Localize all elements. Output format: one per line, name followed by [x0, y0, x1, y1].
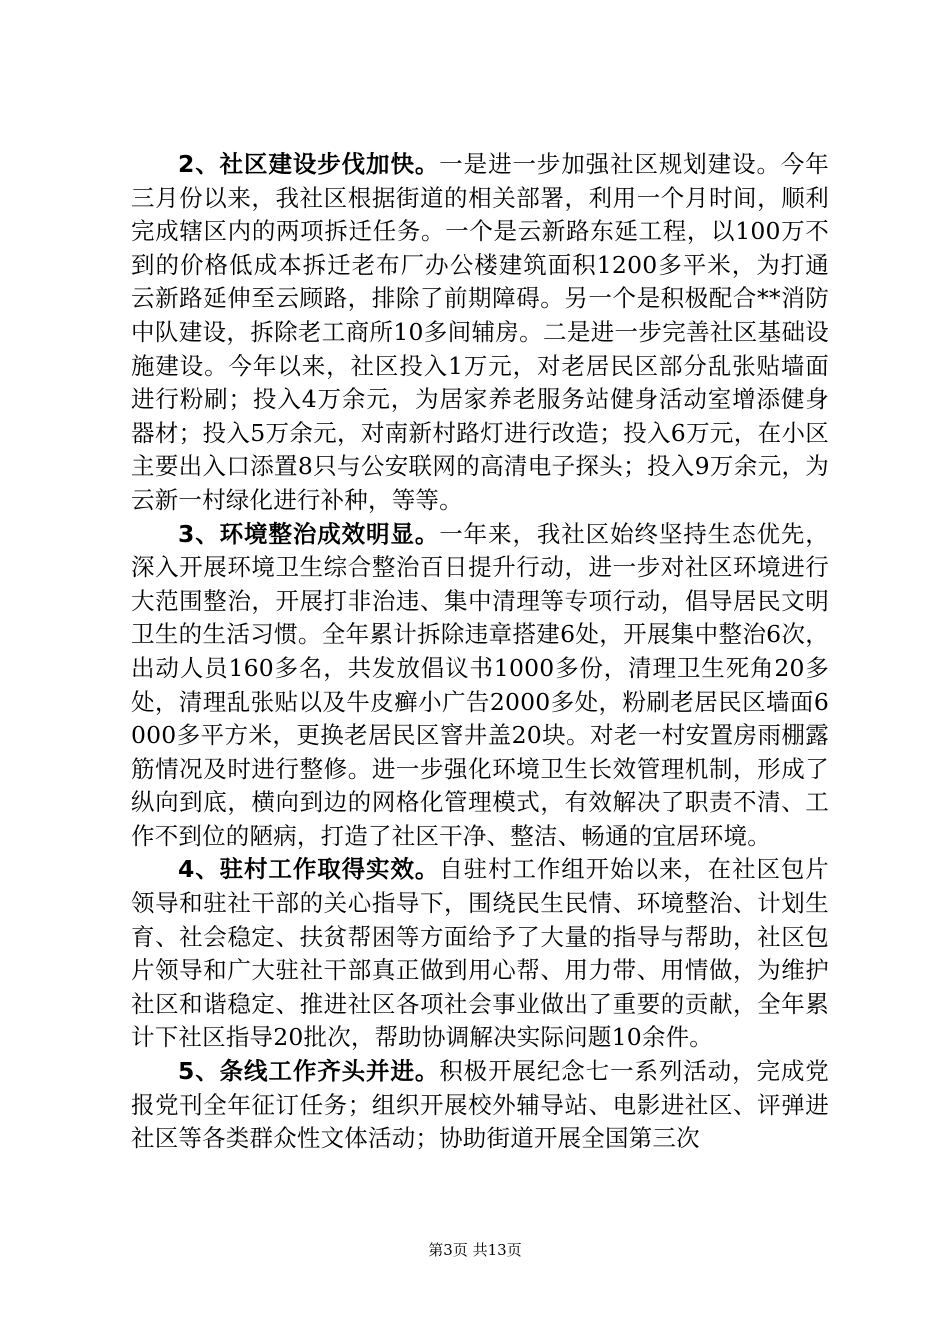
paragraph-village-work	[131, 853, 829, 1055]
paragraph-heading: 3、环境整治成效明显。	[178, 519, 440, 548]
paragraph-community-construction	[131, 148, 829, 518]
paragraph-text: 自驻村工作组开始以来，在社区包片领导和驻社干部的关心指导下，围绕民生民情、环境整治、计划生育、社会稳定、扶贫帮困等方面给予了大量的指导与帮助，社区包片领导和广大驻社干部真正做到用心帮、用力带、用情做，为维护社区和谐稳定、推进社区各项社会事业做出了重要的贡献，全年累计下社区指导20批次，帮助协调解决实际问题10余件。	[131, 855, 829, 1052]
page-footer	[0, 1240, 950, 1260]
paragraph-line-work	[131, 1055, 829, 1156]
document-body	[131, 148, 829, 1156]
paragraph-environment-improvement	[131, 518, 829, 854]
paragraph-heading: 2、社区建设步伐加快。	[178, 150, 440, 178]
paragraph-text: 一年来，我社区始终坚持生态优先，深入开展环境卫生综合整治百日提升行动，进一步对社区环境进行大范围整治，开展打非治违、集中清理等专项行动，倡导居民文明卫生的生活习惯。全年累计拆除违章搭建6处，开展集中整治6次，出动人员160多名，共发放倡议书1000多份，清理卫生死角20多处，清理乱张贴以及牛皮癣小广告2000多处，粉刷老居民区墙面6000多平方米，更换老居民区窨井盖20块。对老一村安置房雨棚露筋情况及时进行整修。进一步强化环境卫生长效管理机制，形成了纵向到底，横向到边的网格化管理模式，有效解决了职责不清、工作不到位的陋病，打造了社区干净、整洁、畅通的宜居环境。	[131, 519, 829, 850]
paragraph-heading: 4、驻村工作取得实效。	[178, 855, 440, 884]
page-number: 第3页	[428, 1241, 468, 1259]
paragraph-text: 积极开展纪念七一系列活动，完成党报党刊全年征订任务；组织开展校外辅导站、电影进社区、评弹进社区等各类群众性文体活动；协助街道开展全国第三次	[131, 1057, 829, 1153]
paragraph-text: 一是进一步加强社区规划建设。今年三月份以来，我社区根据街道的相关部署，利用一个月时间，顺利完成辖区内的两项拆迁任务。一个是云新路东延工程，以100万不到的价格低成本拆迁老布厂办公楼建筑面积1200多平米，为打通云新路延伸至云顾路，排除了前期障碍。另一个是积极配合**消防中队建设，拆除老工商所10多间辅房。二是进一步完善社区基础设施建设。今年以来，社区投入1万元，对老居民区部分乱张贴墙面进行粉刷；投入4万余元，为居家养老服务站健身活动室增添健身器材；投入5万余元，对南新村路灯进行改造；投入6万元，在小区主要出入口添置8只与公安联网的高清电子探头；投入9万余元，为云新一村绿化进行补种，等等。	[131, 150, 829, 514]
page-total: 共13页	[472, 1241, 522, 1259]
paragraph-heading: 5、条线工作齐头并进。	[178, 1057, 440, 1086]
